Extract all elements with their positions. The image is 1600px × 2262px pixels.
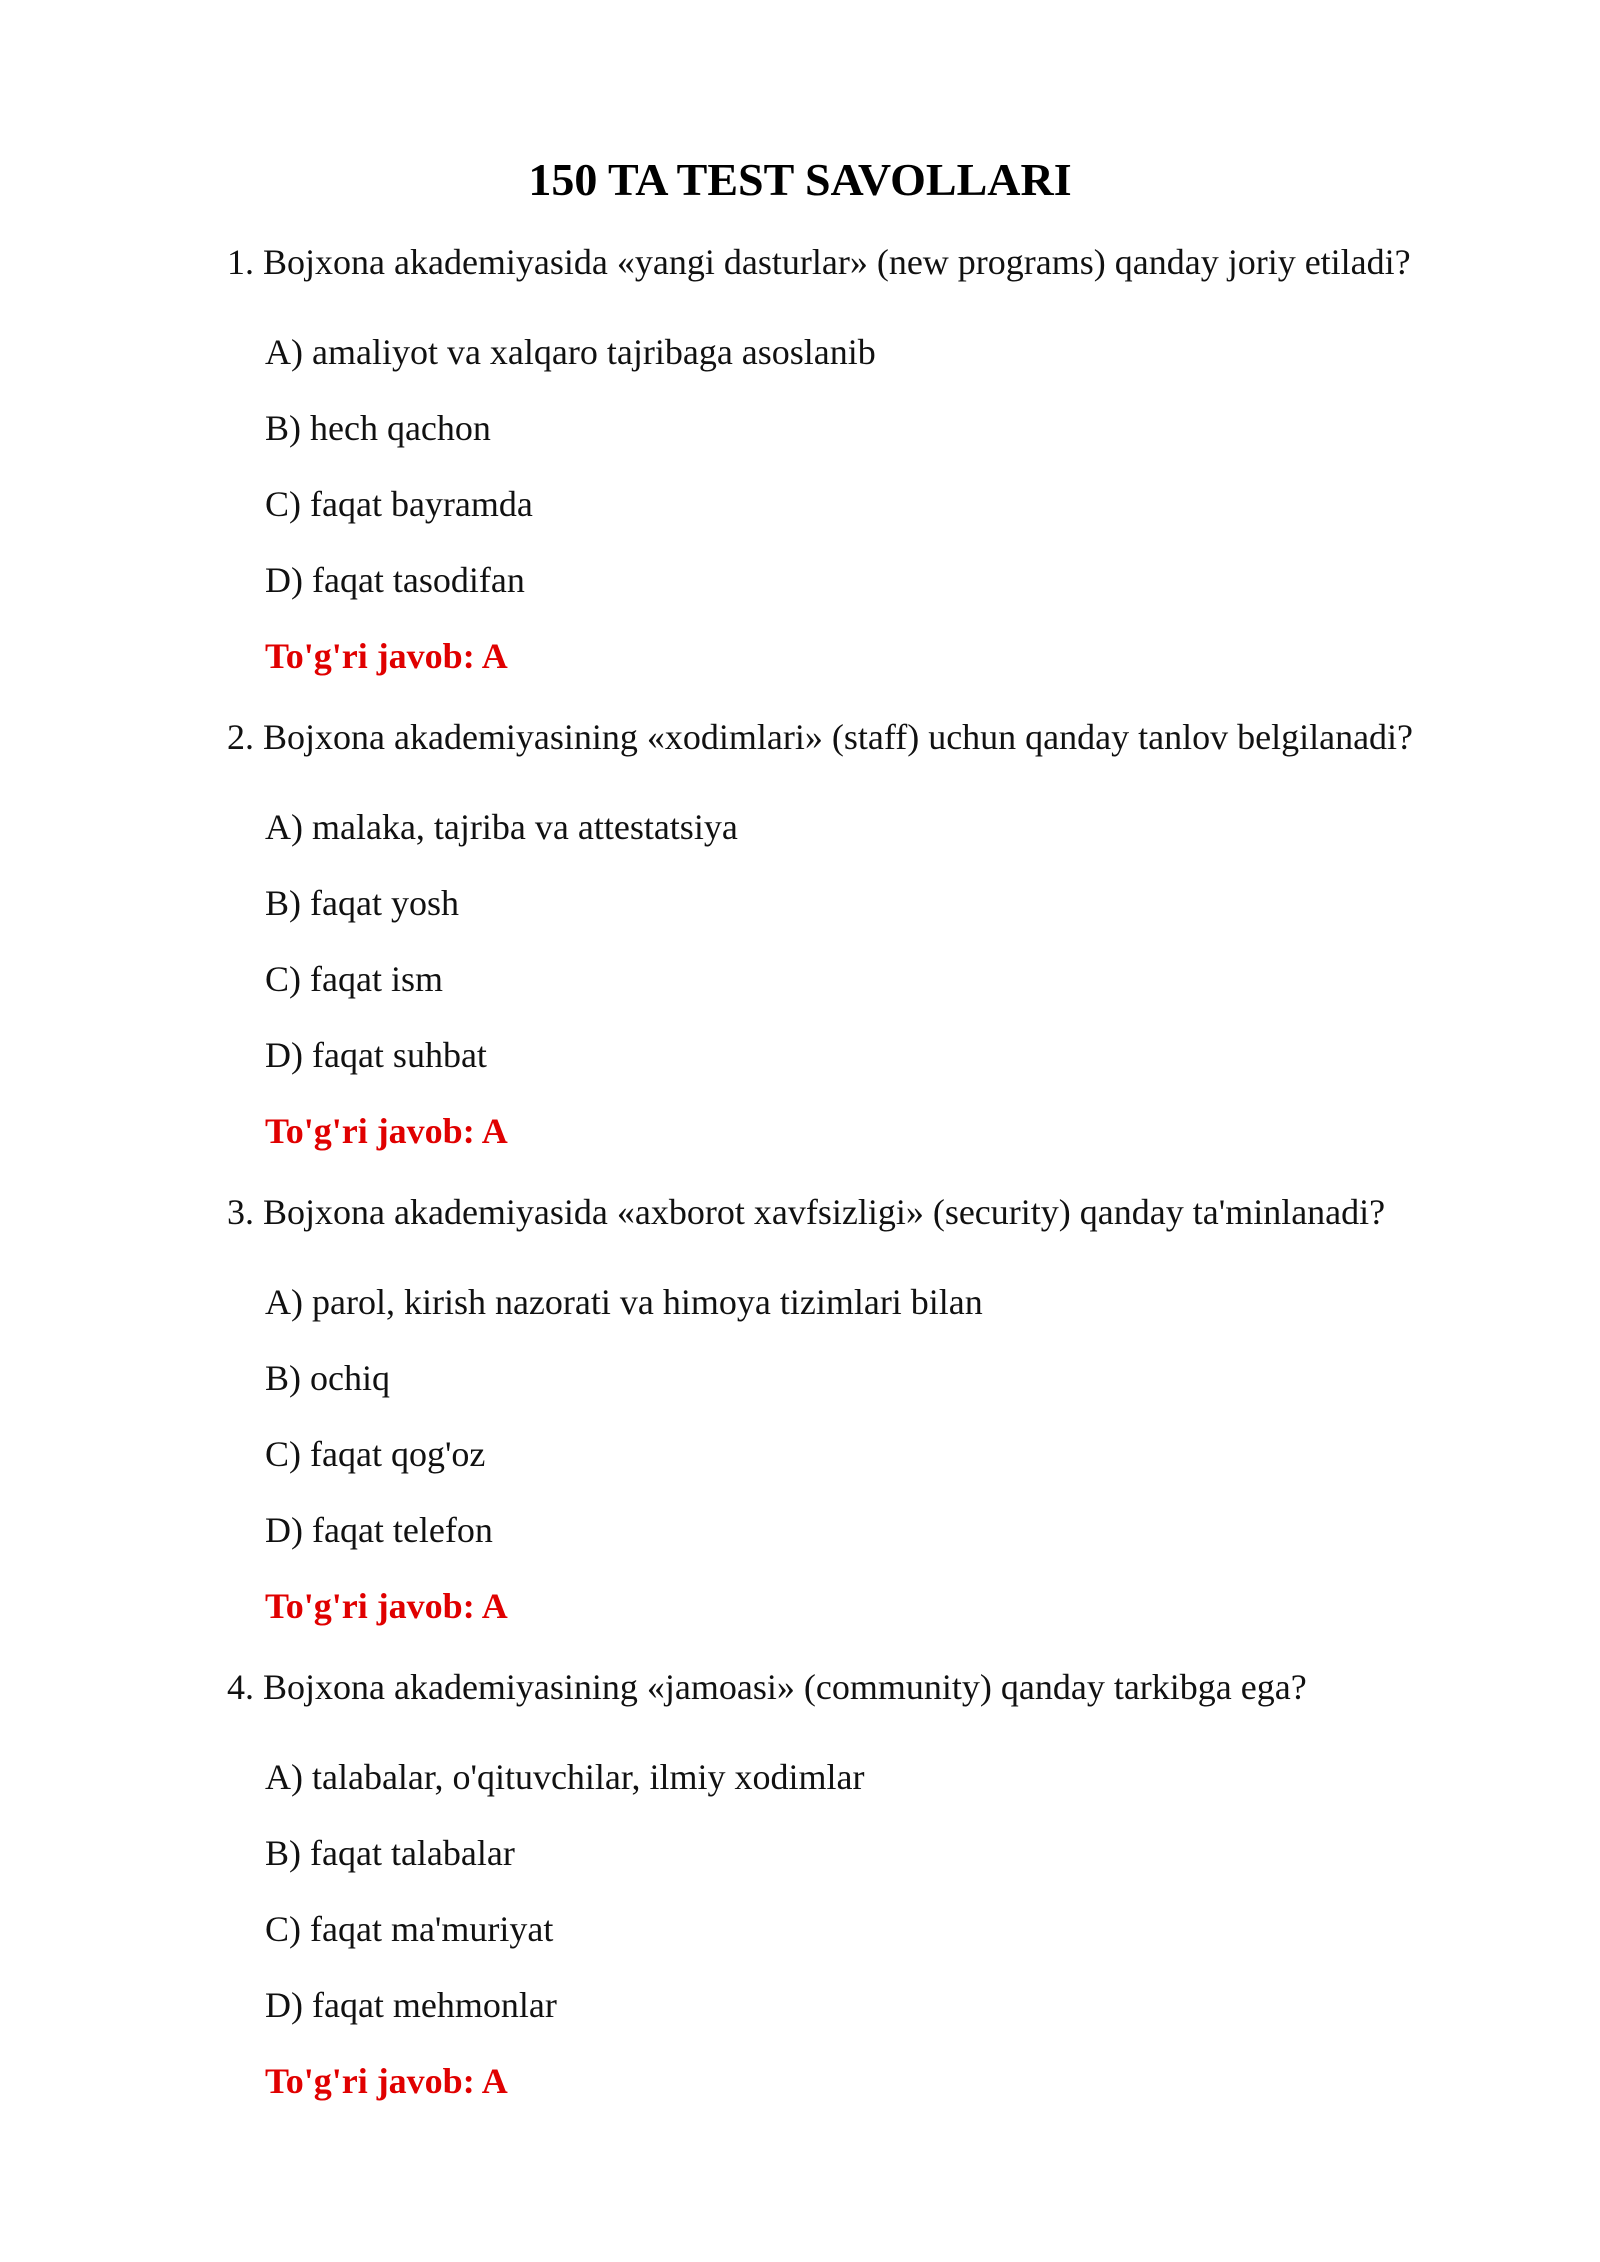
option-d: D) faqat telefon	[265, 1510, 493, 1550]
option-b: B) faqat talabalar	[265, 1833, 515, 1873]
option-a: A) malaka, tajriba va attestatsiya	[265, 807, 738, 847]
option-c: C) faqat bayramda	[265, 484, 533, 524]
option-c: C) faqat ism	[265, 959, 443, 999]
option-c: C) faqat ma'muriyat	[265, 1909, 554, 1949]
option-d: D) faqat suhbat	[265, 1035, 487, 1075]
correct-answer: To'g'ri javob: A	[265, 636, 508, 676]
option-b: B) hech qachon	[265, 408, 491, 448]
option-d: D) faqat tasodifan	[265, 560, 525, 600]
question-text: 2. Bojxona akademiyasining «xodimlari» (staff) uchun qanday tanlov belgilanadi?	[227, 717, 1414, 757]
question-text: 1. Bojxona akademiyasida «yangi dasturlar» (new programs) qanday joriy etiladi?	[227, 242, 1411, 282]
option-b: B) ochiq	[265, 1358, 390, 1398]
option-a: A) parol, kirish nazorati va himoya tizimlari bilan	[265, 1282, 983, 1322]
correct-answer: To'g'ri javob: A	[265, 1111, 508, 1151]
option-a: A) talabalar, o'qituvchilar, ilmiy xodimlar	[265, 1757, 865, 1797]
correct-answer: To'g'ri javob: A	[265, 1586, 508, 1626]
question-text: 4. Bojxona akademiyasining «jamoasi» (community) qanday tarkibga ega?	[227, 1667, 1307, 1707]
option-c: C) faqat qog'oz	[265, 1434, 486, 1474]
option-d: D) faqat mehmonlar	[265, 1985, 557, 2025]
page-title: 150 TA TEST SAVOLLARI	[528, 154, 1072, 205]
question-text: 3. Bojxona akademiyasida «axborot xavfsizligi» (security) qanday ta'minlanadi?	[227, 1192, 1386, 1232]
option-b: B) faqat yosh	[265, 883, 459, 923]
correct-answer: To'g'ri javob: A	[265, 2061, 508, 2101]
option-a: A) amaliyot va xalqaro tajribaga asoslanib	[265, 332, 876, 372]
